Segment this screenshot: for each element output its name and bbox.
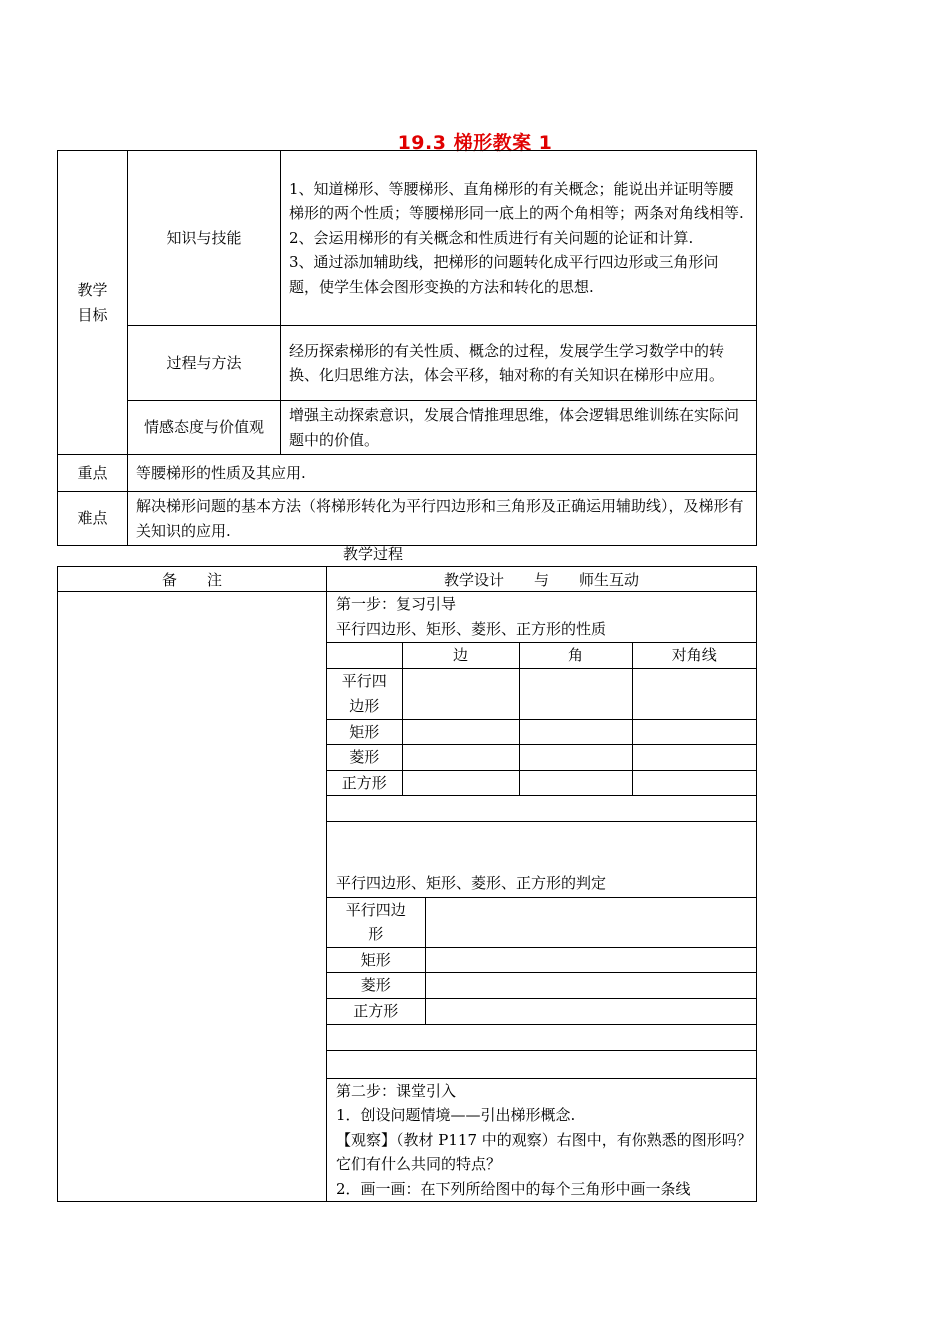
properties-table	[327, 642, 756, 796]
properties-header-cell: 角	[519, 643, 632, 669]
properties-cell	[519, 770, 632, 796]
properties-cell	[632, 719, 756, 745]
properties-title: 平行四边形、矩形、菱形、正方形的性质	[336, 619, 607, 638]
objective-item: 1、知道梯形、等腰梯形、直角梯形的有关概念；能说出并证明等腰梯形的两个性质；等腰梯形同一底上的两个角相等；两条对角线相等.	[289, 179, 744, 223]
properties-row-label: 平行四边形	[327, 668, 402, 719]
properties-cell	[519, 719, 632, 745]
page-title: 19.3 梯形教案 1	[397, 132, 553, 154]
criteria-cell	[425, 947, 756, 973]
properties-row-label: 正方形	[327, 770, 402, 796]
criteria-row-label: 矩形	[327, 947, 425, 973]
design-column-header: 教学设计 与 师生互动	[327, 567, 757, 592]
difficulty-label: 难点	[58, 492, 128, 546]
step-two-heading: 第二步：课堂引入	[336, 1081, 457, 1100]
difficulty-text: 解决梯形问题的基本方法（将梯形转化为平行四边形和三角形及正确运用辅助线），及梯形有关知识的应用.	[128, 492, 757, 546]
properties-row-label: 菱形	[327, 745, 402, 771]
properties-header-cell: 边	[402, 643, 519, 669]
objective-label-knowledge: 知识与技能	[128, 151, 281, 326]
properties-cell	[402, 745, 519, 771]
properties-cell	[632, 745, 756, 771]
key-point-label: 重点	[58, 455, 128, 492]
objective-item: 3、通过添加辅助线，把梯形的问题转化成平行四边形或三角形问题，使学生体会图形变换的方法和转化的思想.	[289, 253, 719, 296]
criteria-table	[327, 897, 756, 1025]
properties-cell	[402, 770, 519, 796]
objective-label-process: 过程与方法	[128, 326, 281, 401]
notes-column-header: 备 注	[58, 567, 327, 592]
process-table	[57, 566, 757, 1202]
criteria-row-label: 菱形	[327, 973, 425, 999]
blank-row	[327, 796, 756, 821]
criteria-cell	[425, 897, 756, 947]
properties-cell	[402, 668, 519, 719]
properties-row-label: 矩形	[327, 719, 402, 745]
blank-row	[327, 1050, 756, 1078]
design-column	[327, 592, 757, 1202]
criteria-row-label: 正方形	[327, 998, 425, 1024]
key-point-text: 等腰梯形的性质及其应用.	[128, 455, 757, 492]
criteria-cell	[425, 998, 756, 1024]
process-label: 教学过程	[342, 545, 403, 563]
step-two-section	[327, 1078, 756, 1202]
criteria-cell	[425, 973, 756, 999]
objective-text-process: 经历探索梯形的有关性质、概念的过程，发展学生学习数学中的转换、化归思维方法，体会平移，轴对称的有关知识在梯形中应用。	[281, 326, 757, 401]
step-two-line: 【观察】（教材 P117 中的观察）右图中，有你熟悉的图形吗？它们有什么共同的特点？	[336, 1130, 752, 1173]
properties-header-cell: 对角线	[632, 643, 756, 669]
blank-row	[327, 1025, 756, 1050]
properties-cell	[402, 719, 519, 745]
criteria-title: 平行四边形、矩形、菱形、正方形的判定	[336, 874, 607, 892]
notes-column	[58, 592, 327, 1202]
properties-header-cell	[327, 643, 402, 669]
objectives-table	[57, 150, 757, 546]
blank-row	[327, 821, 756, 871]
properties-cell	[632, 668, 756, 719]
objective-label-attitude: 情感态度与价值观	[128, 401, 281, 455]
properties-cell	[519, 668, 632, 719]
objectives-category: 教学目标	[58, 151, 128, 455]
objective-text-knowledge	[281, 151, 757, 326]
objective-text-attitude: 增强主动探索意识，发展合情推理思维，体会逻辑思维训练在实际问题中的价值。	[281, 401, 757, 455]
step-one-heading: 第一步：复习引导	[336, 595, 457, 613]
objective-item: 2、会运用梯形的有关概念和性质进行有关问题的论证和计算.	[289, 228, 694, 247]
step-two-line: 2．画一画：在下列所给图中的每个三角形中画一条线	[336, 1179, 691, 1198]
properties-cell	[632, 770, 756, 796]
step-two-line: 1．创设问题情境——引出梯形概念.	[336, 1106, 576, 1124]
criteria-row-label: 平行四边形	[327, 897, 425, 947]
properties-cell	[519, 745, 632, 771]
